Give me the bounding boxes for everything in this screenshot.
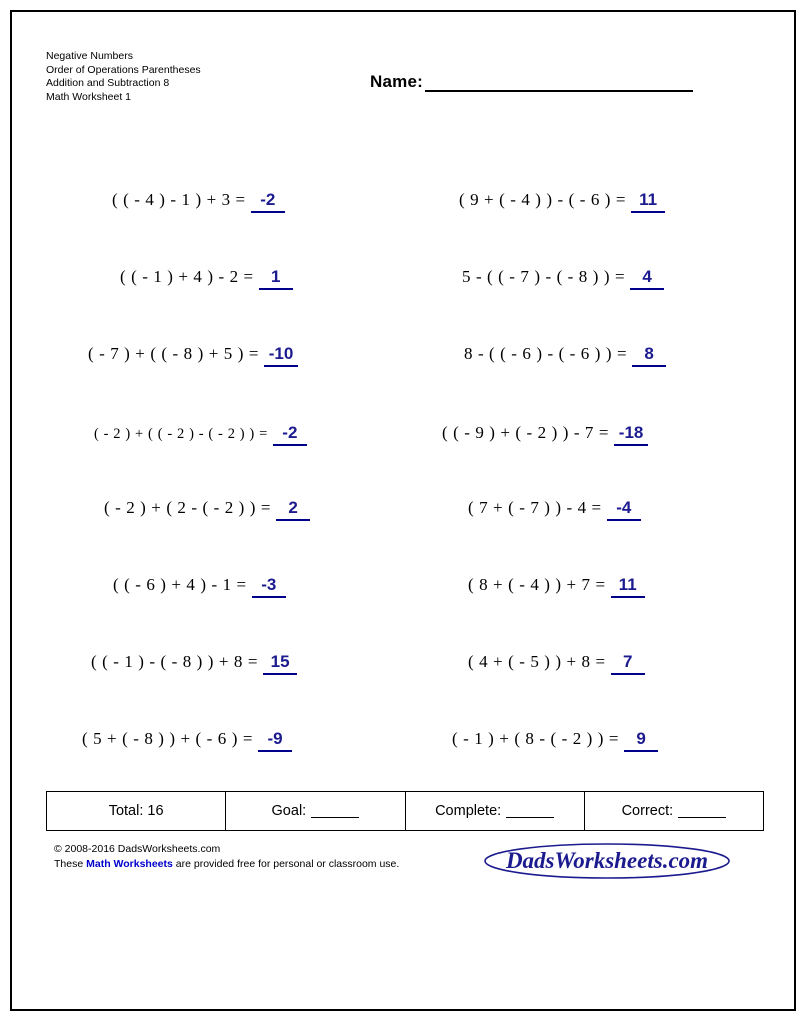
problem-right-6 [468, 575, 645, 598]
problem-expression: ( 8 + ( - 4 ) ) + 7 = [468, 575, 606, 594]
copyright-line: © 2008-2016 DadsWorksheets.com [54, 843, 221, 855]
footer-copyright [54, 842, 399, 872]
totals-cell-complete[interactable] [406, 792, 585, 830]
problem-left-6 [113, 575, 286, 598]
worksheet-inner [12, 12, 794, 1009]
problem-answer[interactable]: 4 [630, 267, 664, 290]
problem-expression: ( 5 + ( - 8 ) ) + ( - 6 ) = [82, 729, 254, 748]
usage-suffix: are provided free for personal or classroom use. [175, 858, 400, 870]
correct-label: Correct: [621, 803, 674, 819]
header-line-2: Order of Operations Parentheses [46, 63, 201, 76]
problem-answer[interactable]: -2 [273, 423, 307, 446]
problem-expression: ( - 2 ) + ( 2 - ( - 2 ) ) = [104, 498, 272, 517]
goal-input-blank[interactable] [311, 805, 359, 818]
complete-label: Complete: [435, 803, 502, 819]
problem-expression: ( ( - 1 ) - ( - 8 ) ) + 8 = [91, 652, 259, 671]
problem-expression: ( 7 + ( - 7 ) ) - 4 = [468, 498, 602, 517]
problem-right-7 [468, 652, 645, 675]
logo-text: DadsWorksheets.com [505, 848, 709, 873]
problem-left-4 [94, 423, 307, 446]
correct-input-blank[interactable] [678, 805, 726, 818]
complete-input-blank[interactable] [506, 805, 554, 818]
problem-right-3 [464, 344, 666, 367]
goal-label: Goal: [271, 803, 307, 819]
totals-cell-goal[interactable] [226, 792, 405, 830]
header-line-3: Addition and Subtraction 8 [46, 77, 170, 90]
problem-right-2 [462, 267, 664, 290]
problem-right-8 [452, 729, 658, 752]
problem-expression: ( 9 + ( - 4 ) ) - ( - 6 ) = [459, 190, 627, 209]
problem-expression: ( - 7 ) + ( ( - 8 ) + 5 ) = [88, 344, 260, 363]
problem-expression: ( ( - 9 ) + ( - 2 ) ) - 7 = [442, 423, 610, 442]
problem-answer[interactable]: -9 [258, 729, 292, 752]
problem-answer[interactable]: -2 [251, 190, 285, 213]
usage-line [54, 857, 399, 872]
problem-expression: ( ( - 6 ) + 4 ) - 1 = [113, 575, 247, 594]
problem-left-1 [112, 190, 285, 213]
problem-grid [12, 162, 798, 762]
totals-cell-correct[interactable] [585, 792, 763, 830]
worksheet-header [46, 50, 201, 104]
worksheet-page [10, 10, 796, 1011]
problem-answer[interactable]: 11 [631, 190, 665, 213]
problem-answer[interactable]: 15 [263, 652, 297, 675]
problem-right-4 [442, 423, 648, 446]
problem-answer[interactable]: 2 [276, 498, 310, 521]
problem-left-8 [82, 729, 292, 752]
problem-left-3 [88, 344, 298, 367]
problem-answer[interactable]: -10 [264, 344, 298, 367]
problem-answer[interactable]: 8 [632, 344, 666, 367]
problem-expression: ( - 1 ) + ( 8 - ( - 2 ) ) = [452, 729, 620, 748]
problem-expression: ( - 2 ) + ( ( - 2 ) - ( - 2 ) ) = [94, 426, 268, 442]
problem-right-1 [459, 190, 665, 213]
name-label: Name: [370, 72, 423, 91]
problem-expression: ( ( - 4 ) - 1 ) + 3 = [112, 190, 246, 209]
problem-left-2 [120, 267, 293, 290]
problem-answer[interactable]: -18 [614, 423, 648, 446]
totals-cell-total [47, 792, 226, 830]
name-input-blank[interactable] [425, 73, 693, 92]
name-field-row [370, 72, 693, 92]
problem-answer[interactable]: -4 [607, 498, 641, 521]
usage-prefix: These [54, 858, 84, 870]
problem-answer[interactable]: -3 [252, 575, 286, 598]
dadsworksheets-logo[interactable] [482, 840, 732, 882]
logo-graphic [482, 840, 732, 882]
problem-answer[interactable]: 7 [611, 652, 645, 675]
problem-right-5 [468, 498, 641, 521]
problem-expression: 8 - ( ( - 6 ) - ( - 6 ) ) = [464, 344, 628, 363]
problem-left-7 [91, 652, 297, 675]
problem-expression: ( ( - 1 ) + 4 ) - 2 = [120, 267, 254, 286]
problem-left-5 [104, 498, 310, 521]
problem-answer[interactable]: 11 [611, 575, 645, 598]
header-line-1: Negative Numbers [46, 50, 133, 62]
problem-expression: ( 4 + ( - 5 ) ) + 8 = [468, 652, 606, 671]
total-label: Total: 16 [108, 803, 164, 819]
header-line-4: Math Worksheet 1 [46, 90, 132, 103]
math-worksheets-link[interactable]: Math Worksheets [86, 858, 173, 870]
totals-bar [46, 791, 764, 831]
problem-expression: 5 - ( ( - 7 ) - ( - 8 ) ) = [462, 267, 626, 286]
problem-answer[interactable]: 1 [259, 267, 293, 290]
problem-answer[interactable]: 9 [624, 729, 658, 752]
